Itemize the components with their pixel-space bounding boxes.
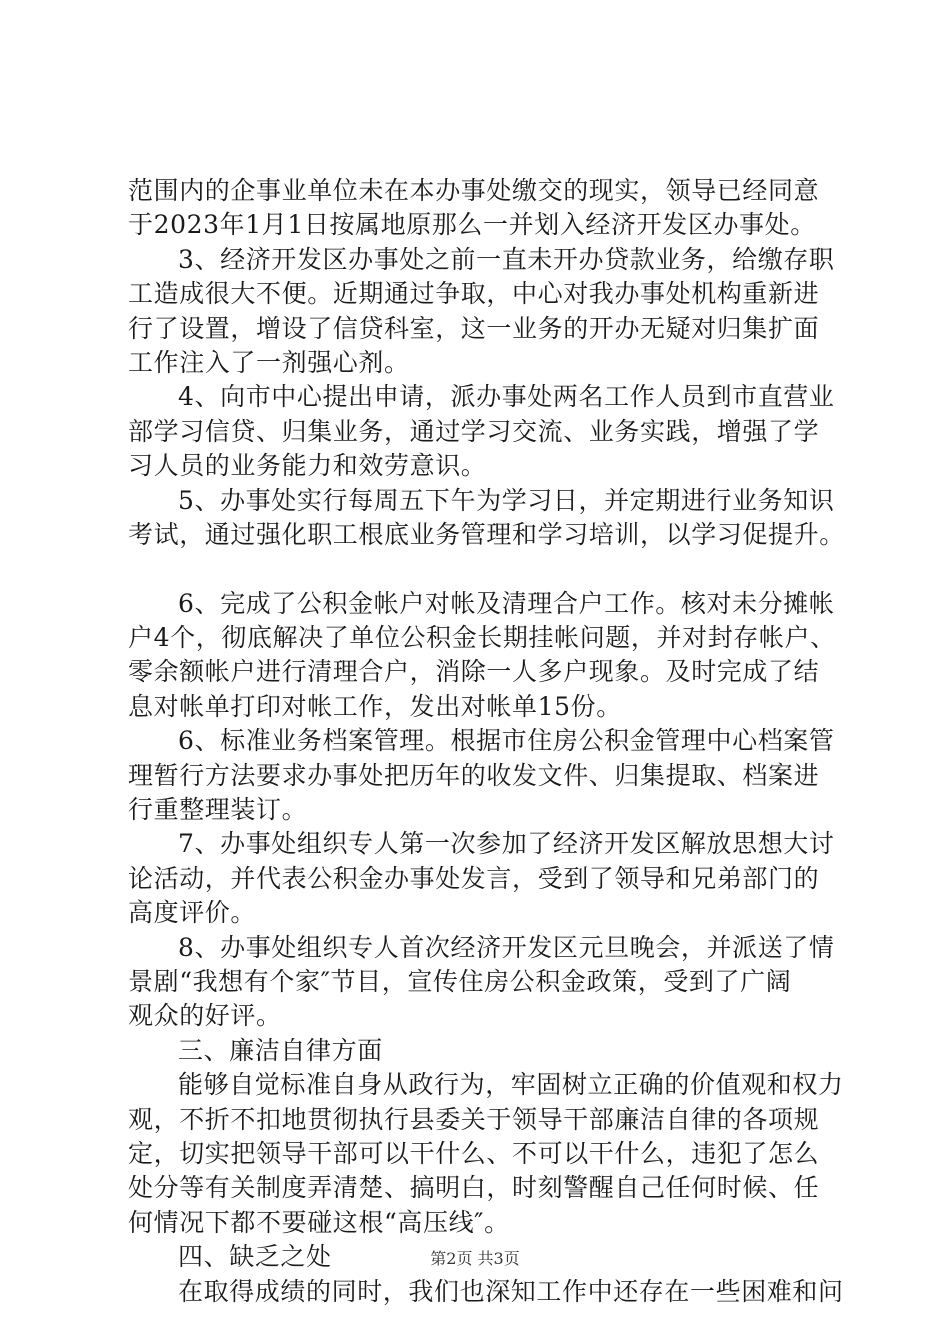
text-line: 于2023年1月1日按属地原那么一并划入经济开发区办事处。 bbox=[128, 210, 816, 240]
text-line: 5、办事处实行每周五下午为学习日，并定期进行业务知识 bbox=[178, 485, 835, 515]
text-line: 范围内的企事业单位未在本办事处缴交的现实，领导已经同意 bbox=[128, 176, 820, 205]
text-line: 4、向市中心提出申请，派办事处两名工作人员到市直营业 bbox=[178, 382, 835, 412]
text-line: 在取得成绩的同时，我们也深知工作中还存在一些困难和问 bbox=[178, 1276, 844, 1306]
text-line: 观，不折不扣地贯彻执行县委关于领导干部廉洁自律的各项规 bbox=[128, 1104, 820, 1134]
text-line: 8、办事处组织专人首次经济开发区元旦晚会，并派送了情 bbox=[178, 932, 835, 962]
text-line: 6、标准业务档案管理。根据市住房公积金管理中心档案管 bbox=[178, 726, 835, 756]
text-line: 考试，通过强化职工根底业务管理和学习培训，以学习促提升。 bbox=[128, 519, 845, 549]
text-line: 处分等有关制度弄清楚、搞明白，时刻警醒自己任何时候、任 bbox=[128, 1173, 820, 1203]
text-line: 零余额帐户进行清理合户，消除一人多户现象。及时完成了结 bbox=[128, 657, 820, 687]
text-line: 行重整理装订。 bbox=[128, 795, 308, 825]
section-heading: 三、廉洁自律方面 bbox=[178, 1035, 383, 1065]
text-line: 习人员的业务能力和效劳意识。 bbox=[128, 451, 487, 481]
text-line: 6、完成了公积金帐户对帐及清理合户工作。核对未分摊帐 bbox=[178, 588, 835, 618]
text-line: 高度评价。 bbox=[128, 898, 257, 928]
text-line: 息对帐单打印对帐工作，发出对帐单15份。 bbox=[128, 691, 622, 721]
text-line: 何情况下都不要碰这根“高压线″。 bbox=[128, 1207, 510, 1237]
text-line: 景剧“我想有个家″节目，宣传住房公积金政策，受到了广阔 bbox=[128, 966, 792, 996]
text-line: 定，切实把领导干部可以干什么、不可以干什么，违犯了怎么 bbox=[128, 1138, 820, 1168]
text-line: 行了设置，增设了信贷科室，这一业务的开办无疑对归集扩面 bbox=[128, 313, 820, 343]
text-line: 理暂行方法要求办事处把历年的收发文件、归集提取、档案进 bbox=[128, 760, 820, 790]
text-line: 论活动，并代表公积金办事处发言，受到了领导和兄弟部门的 bbox=[128, 863, 820, 893]
page-number: 第2页 共3页 bbox=[430, 1249, 520, 1268]
document-body bbox=[128, 174, 848, 1309]
text-line: 7、办事处组织专人第一次参加了经济开发区解放思想大讨 bbox=[178, 829, 835, 859]
text-line: 3、经济开发区办事处之前一直未开办贷款业务，给缴存职 bbox=[178, 244, 835, 274]
text-line: 观众的好评。 bbox=[128, 1001, 282, 1031]
text-line: 部学习信贷、归集业务，通过学习交流、业务实践，增强了学 bbox=[128, 416, 820, 446]
text-line: 能够自觉标准自身从政行为，牢固树立正确的价值观和权力 bbox=[178, 1070, 844, 1100]
text-line: 户4个，彻底解决了单位公积金长期挂帐问题，并对封存帐户、 bbox=[128, 623, 836, 653]
section-heading: 四、缺乏之处 bbox=[178, 1242, 332, 1272]
paragraph-gap bbox=[128, 552, 848, 586]
text-line: 工作注入了一剂强心剂。 bbox=[128, 347, 410, 377]
text-line: 工造成很大不便。近期通过争取，中心对我办事处机构重新进 bbox=[128, 279, 820, 309]
